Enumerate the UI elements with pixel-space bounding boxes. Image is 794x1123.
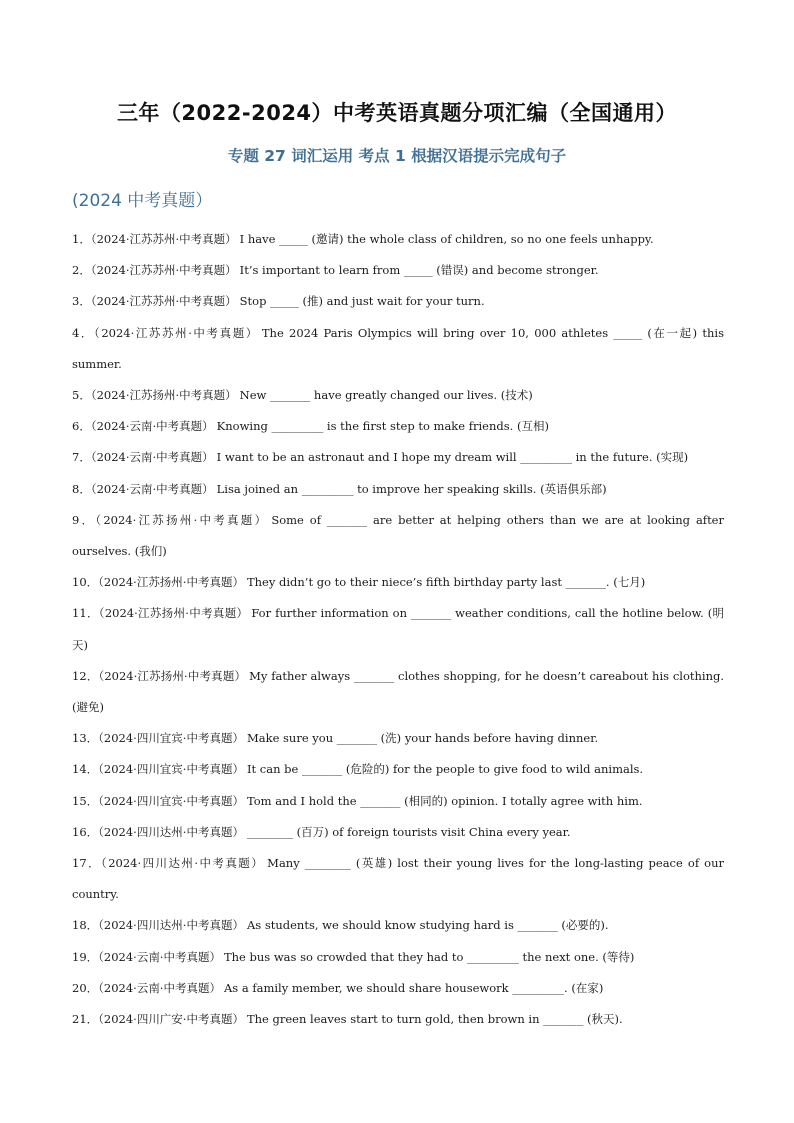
question-text: It’s important to learn from _____ (错误) and become stronger. <box>239 263 599 278</box>
question-number: 3． <box>72 294 91 309</box>
question-source: （2024·四川宜宾·中考真题） <box>98 793 244 808</box>
question-source: （2024·四川宜宾·中考真题） <box>98 762 244 777</box>
question-number: 7． <box>72 450 91 465</box>
question-source: （2024·四川广安·中考真题） <box>98 1012 244 1027</box>
question-source: （2024·四川宜宾·中考真题） <box>98 731 244 746</box>
question-text: ________ (百万) of foreign tourists visit China every year. <box>246 824 571 839</box>
document-subtitle: 专题 27 词汇运用 考点 1 根据汉语提示完成句子 <box>227 147 567 165</box>
question-text: It can be _______ (危险的) for the people to give food to wild animals. <box>246 762 644 777</box>
question-number: 19． <box>72 949 99 964</box>
question-source: （2024·四川达州·中考真题） <box>98 824 244 839</box>
question-list <box>72 224 724 1035</box>
question-item <box>72 1004 724 1035</box>
question-number: 14． <box>72 762 99 777</box>
question-source: （2024·云南·中考真题） <box>90 450 214 465</box>
question-item <box>72 661 724 723</box>
question-number: 9． <box>72 512 96 527</box>
question-source: （2024·江苏扬州·中考真题） <box>90 388 237 403</box>
question-text: The green leaves start to turn gold, then brown in _______ (秋天). <box>246 1012 623 1027</box>
question-source: （2024·江苏苏州·中考真题） <box>90 232 237 246</box>
question-source: （2024·江苏扬州·中考真题） <box>98 606 249 621</box>
question-source: （2024·江苏扬州·中考真题） <box>95 512 269 527</box>
question-text: New _______ have greatly changed our lives. (技术) <box>239 388 533 403</box>
question-source: （2024·云南·中考真题） <box>90 481 214 496</box>
question-item <box>72 411 724 442</box>
question-number: 21． <box>72 1012 99 1027</box>
question-number: 17． <box>72 856 102 871</box>
question-item <box>72 973 724 1004</box>
question-item <box>72 474 724 505</box>
question-number: 13． <box>72 731 99 746</box>
question-text: I want to be an astronaut and I hope my dream will _________ in the future. (实现) <box>216 450 689 465</box>
question-number: 4． <box>72 325 94 340</box>
question-text: They didn’t go to their niece’s fifth birthday party last _______. (七月) <box>246 575 646 590</box>
question-text: Knowing _________ is the first step to make friends. (互相) <box>216 419 549 434</box>
question-text: Make sure you _______ (洗) your hands before having dinner. <box>246 731 599 746</box>
question-item <box>72 318 724 380</box>
question-number: 15． <box>72 793 99 808</box>
question-text: Lisa joined an _________ to improve her speaking skills. (英语俱乐部) <box>216 481 607 496</box>
question-text: The bus was so crowded that they had to _________ the next one. (等待) <box>223 949 635 964</box>
question-item <box>72 598 724 660</box>
question-item <box>72 442 724 473</box>
question-item <box>72 786 724 817</box>
question-number: 10． <box>72 575 99 590</box>
question-item <box>72 942 724 973</box>
question-item <box>72 255 724 286</box>
question-source: （2024·云南·中考真题） <box>98 949 221 964</box>
question-source: （2024·江苏扬州·中考真题） <box>98 668 247 683</box>
question-number: 18． <box>72 918 99 933</box>
document-title: 三年（2022-2024）中考英语真题分项汇编（全国通用） <box>116 101 678 125</box>
question-source: （2024·江苏苏州·中考真题） <box>90 263 237 278</box>
question-item <box>72 723 724 754</box>
question-number: 2． <box>72 263 91 278</box>
question-number: 8． <box>72 481 91 496</box>
question-number: 5． <box>72 388 91 403</box>
question-item <box>72 380 724 411</box>
question-item <box>72 505 724 567</box>
question-text: Stop _____ (推) and just wait for your turn. <box>239 294 485 309</box>
question-item <box>72 567 724 598</box>
question-item <box>72 754 724 785</box>
question-source: （2024·江苏苏州·中考真题） <box>90 294 237 309</box>
question-text: For further information on _______ weather conditions, call the hotline below. (明天) <box>72 606 724 652</box>
question-source: （2024·云南·中考真题） <box>90 419 214 434</box>
question-item <box>72 224 724 255</box>
question-text: Some of _______ are better at helping others than we are at looking after ourselves. (我们) <box>72 512 724 559</box>
question-item <box>72 286 724 317</box>
question-number: 20． <box>72 980 99 995</box>
question-source: （2024·江苏扬州·中考真题） <box>98 575 244 590</box>
question-text: The 2024 Paris Olympics will bring over 10, 000 athletes _____ (在一起) this summer. <box>72 325 724 371</box>
question-text: As a family member, we should share housework _________. (在家) <box>223 980 604 995</box>
question-text: Tom and I hold the _______ (相同的) opinion. I totally agree with him. <box>246 793 643 808</box>
question-number: 1． <box>72 232 91 246</box>
question-item <box>72 848 724 910</box>
question-source: （2024·云南·中考真题） <box>98 980 221 995</box>
question-number: 11． <box>72 606 99 621</box>
question-source: （2024·四川达州·中考真题） <box>101 856 265 871</box>
question-text: I have _____ (邀请) the whole class of children, so no one feels unhappy. <box>239 232 654 246</box>
question-text: As students, we should know studying hard is _______ (必要的). <box>246 918 609 933</box>
question-source: （2024·四川达州·中考真题） <box>98 918 244 933</box>
section-heading: (2024 中考真题） <box>72 191 213 211</box>
question-text: Many ________ (英雄) lost their young lives for the long-lasting peace of our country. <box>72 856 725 902</box>
question-number: 16． <box>72 824 99 839</box>
question-item <box>72 817 724 848</box>
question-source: （2024·江苏苏州·中考真题） <box>94 325 259 340</box>
question-number: 6． <box>72 419 91 434</box>
question-number: 12． <box>72 668 99 683</box>
question-item <box>72 910 724 941</box>
question-text: My father always _______ clothes shopping, for he doesn’t careabout his clothing. (避免) <box>72 668 725 715</box>
